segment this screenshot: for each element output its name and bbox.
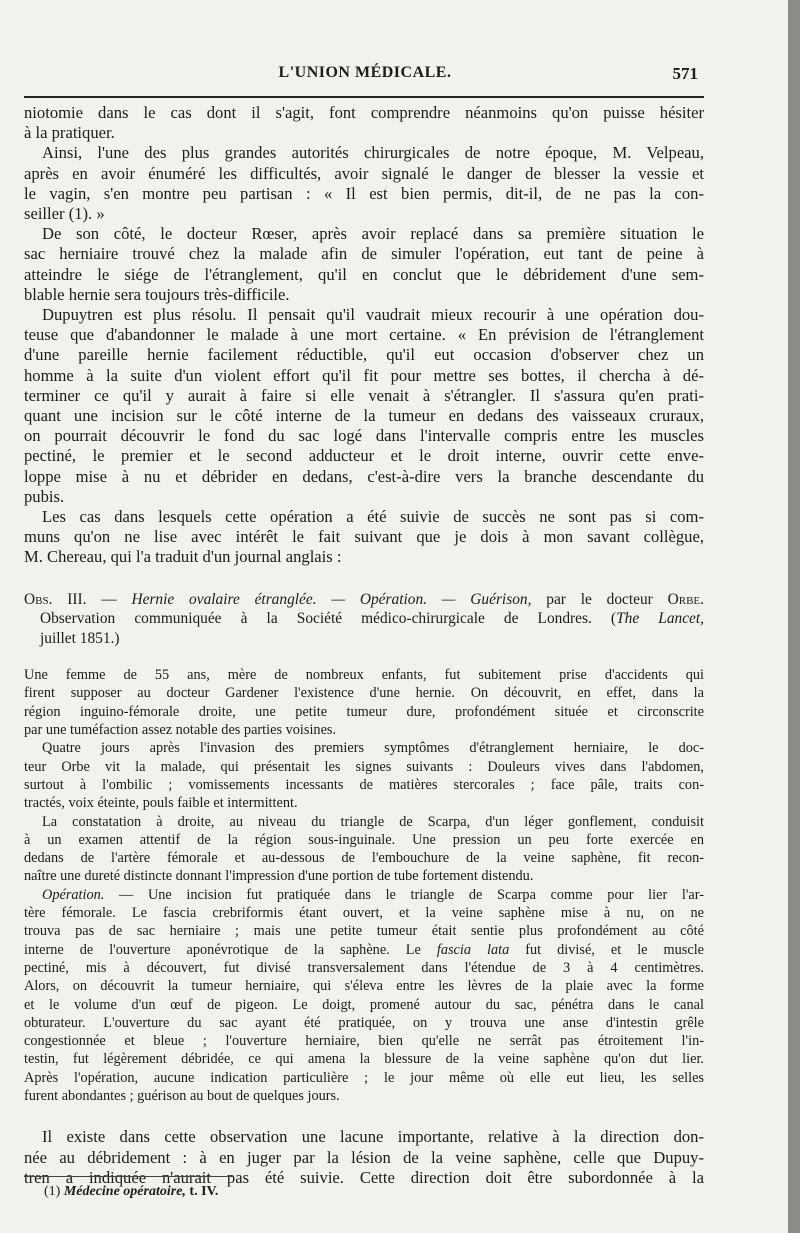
text-line: le vagin, s'en montre peu partisan : « Il est bien permis, dit-il, de ne pas la con- (24, 183, 704, 203)
spacer (24, 648, 704, 666)
text-line: Dupuytren est plus résolu. Il pensait qu'il vaudrait mieux recourir à une opération dou- (42, 305, 704, 325)
text-line: sac herniaire trouvé chez la malade afin de simuler l'opération, eut tant de peine à (24, 244, 704, 264)
line-part: interne de l'ouverture aponévrotique de la saphène. Le (24, 941, 421, 958)
operation-label: Opération. (42, 886, 105, 903)
text-line: furent abondantes ; guérison au bout de quelques jours. (24, 1088, 340, 1104)
text-line: tère fémorale. Le fascia crebriformis étant ouvert, et la veine saphène mise à nu, on ne (24, 905, 704, 922)
text-line: Il existe dans cette observation une lacune importante, relative à la direction don- (42, 1127, 704, 1147)
text-line: blable hernie sera toujours très-difficile. (24, 284, 290, 304)
text-line: Alors, on découvrit la tumeur herniaire, qui s'éleva entre les lèvres de la plaie avec la forme (24, 978, 704, 995)
text-line: à la pratiquer. (24, 123, 115, 143)
text-line: région inguino-fémorale droite, une petite tumeur dure, profondément située et circonscrite (24, 703, 704, 720)
case-paragraph-operation (24, 886, 704, 1106)
header-rule (24, 96, 704, 98)
footnote-ref: t. IV. (189, 1184, 219, 1199)
paragraph-intro (24, 103, 704, 143)
text-line: obturateur. L'ouverture du sac ayant été pratiquée, on y trouva une anse d'intestin grêle (24, 1014, 704, 1031)
footnote (44, 1184, 218, 1200)
text-line (24, 609, 704, 629)
paragraph-roeser (24, 224, 704, 305)
text-line: dedans de l'artère fémorale et au-dessous de l'embouchure de la veine saphène, fit recon- (24, 850, 704, 867)
text-line: quant une incision sur le côté interne de la tumeur en dedans des vaisseaux cruraux, (24, 406, 704, 426)
text-line: juillet 1851.) (40, 629, 120, 647)
text-line: par une tuméfaction assez notable des parties voisines. (24, 722, 337, 739)
text-line: Après l'opération, aucune indication particulière ; le jour même où elle eut lieu, les selles (24, 1069, 704, 1086)
text-line: à un examen attentif de la région sous-inguinale. Une pression un peu forte exercée en (24, 831, 704, 848)
text-line: teuse que d'abandonner le malade à une mort certaine. « En prévision de l'étranglement (24, 325, 704, 345)
text-line: d'une pareille hernie facilement réductible, qu'il eut occasion d'observer chez un (24, 345, 704, 365)
scan-edge (788, 0, 800, 1233)
case-paragraph-1 (24, 666, 704, 739)
text-line: testin, fut légèrement débridée, ce qui amena la blessure de la veine saphène qu'on dut lier. (24, 1051, 704, 1068)
text-line: teur Orbe vit la malade, qui présentait les signes suivants : Douleurs vives dans l'abdomen, (24, 758, 704, 775)
line-part: fut divisé, et le muscle (525, 941, 705, 958)
text-line: Une femme de 55 ans, mère de nombreux enfants, fut subitement prise d'accidents qui (24, 667, 704, 684)
paragraph-conclusion (24, 1127, 704, 1188)
observation-heading (24, 590, 704, 649)
obs-title: Hernie ovalaire étranglée. — Opération. — Guérison, (131, 590, 532, 608)
text-line: loppe mise à nu et débrider en dedans, c'est-à-dire vers la branche descendante du (24, 466, 704, 486)
text-line: Ainsi, l'une des plus grandes autorités chirurgicales de notre époque, M. Velpeau, (42, 143, 704, 163)
spacer (24, 568, 704, 590)
text-line: seiller (1). » (24, 204, 105, 224)
text-line: pectiné, mis à découvert, fut divisé transversalement dans l'étendue de 3 à 4 centimètres. (24, 959, 704, 976)
case-paragraph-2 (24, 739, 704, 812)
text-line: terminer ce qu'il y aurait à faire si elle venait à s'étrangler. Il s'assura qu'en prati- (24, 385, 704, 405)
text-line: et le volume d'un œuf de pigeon. Le doigt, promené autour du sac, pénétra dans le canal (24, 996, 704, 1013)
text-line: atteindre le siége de l'étranglement, qu'il en conclut que le débridement d'une sem- (24, 264, 704, 284)
obs-line-2: Observation communiquée à la Société médico-chirurgicale de Londres. ( (40, 610, 617, 628)
text-line (24, 886, 704, 904)
obs-label: Obs. III. — (24, 590, 117, 608)
text-line: Quatre jours après l'invasion des premiers symptômes d'étranglement herniaire, le doc- (42, 740, 704, 757)
text-line: De son côté, le docteur Rœser, après avoir replacé dans sa première situation le (42, 224, 704, 244)
page-header (22, 64, 708, 90)
text-line: tren a indiquée n'aurait pas été suivie. Cette direction doit être subordonnée à la (24, 1167, 704, 1187)
text-line: trouva pas de sac herniaire ; mais une petite tumeur était sentie plus profondément au côté (24, 923, 704, 940)
text-line: pubis. (24, 486, 65, 506)
case-paragraph-3 (24, 813, 704, 886)
footnote-title: Médecine opératoire, (63, 1184, 186, 1199)
text-line: niotomie dans le cas dont il s'agit, font comprendre néanmoins qu'on puisse hésiter (24, 103, 704, 122)
text-line: congestionnée et bleue ; l'ouverture herniaire, bien qu'elle ne serrât pas étroitement l'in- (24, 1033, 704, 1050)
page-number: 571 (672, 64, 698, 83)
obs-source: The Lancet, (616, 610, 704, 628)
text-line: surtout à l'ombilic ; vomissements incessants de matières stercorales ; face pâle, traits con- (24, 776, 704, 793)
text-line: née au débridement : à en juger par la lésion de la veine saphène, celle que Dupuy- (24, 1147, 704, 1167)
text-line: Les cas dans lesquels cette opération a été suivie de succès ne sont pas si com- (42, 507, 704, 527)
text-line (24, 941, 704, 959)
text-line: on pourrait découvrir le fond du sac logé dans l'intervalle compris entre les muscles (24, 426, 704, 446)
spacer (24, 1105, 704, 1127)
paragraph-velpeau (24, 143, 704, 224)
text-line: naître une dureté distincte donnant l'impression d'une portion de tube fortement distendu. (24, 868, 534, 885)
paragraph-cases (24, 507, 704, 568)
footnote-rule (24, 1176, 234, 1177)
obs-by: par le docteur (546, 590, 653, 608)
obs-author: Orbe. (667, 590, 704, 608)
running-title: L'UNION MÉDICALE. (278, 64, 452, 81)
text-line: après en avoir énuméré les difficultés, avoir signalé le danger de blesser la vessie et (24, 163, 704, 183)
text-line: firent supposer au docteur Gardener l'existence d'une hernie. On découvrit, en effet, dans la (24, 685, 704, 702)
operation-first-line: — Une incision fut pratiquée dans le triangle de Scarpa comme pour lier l'ar- (119, 886, 704, 903)
text-line: La constatation à droite, au niveau du triangle de Scarpa, d'un léger gonflement, conduisit (42, 813, 704, 830)
text-line: pectiné, le premier et le second adducteur et le droit interne, ouvrir cette enve- (24, 446, 704, 466)
text-line: tractés, voix éteinte, pouls faible et intermittent. (24, 795, 298, 812)
text-line: muns qu'on ne lise avec intérêt le fait suivant que je dois à mon savant collègue, (24, 527, 704, 547)
body-text (24, 103, 704, 1188)
footnote-marker: (1) (44, 1184, 61, 1199)
fascia-lata-term: fascia lata (436, 941, 510, 958)
text-line: homme à la suite d'un violent effort qu'il fit pour mettre ses bottes, il chercha à dé- (24, 365, 704, 385)
text-line (24, 590, 704, 610)
paragraph-dupuytren (24, 305, 704, 507)
text-line: M. Chereau, qui l'a traduit d'un journal anglais : (24, 547, 342, 567)
